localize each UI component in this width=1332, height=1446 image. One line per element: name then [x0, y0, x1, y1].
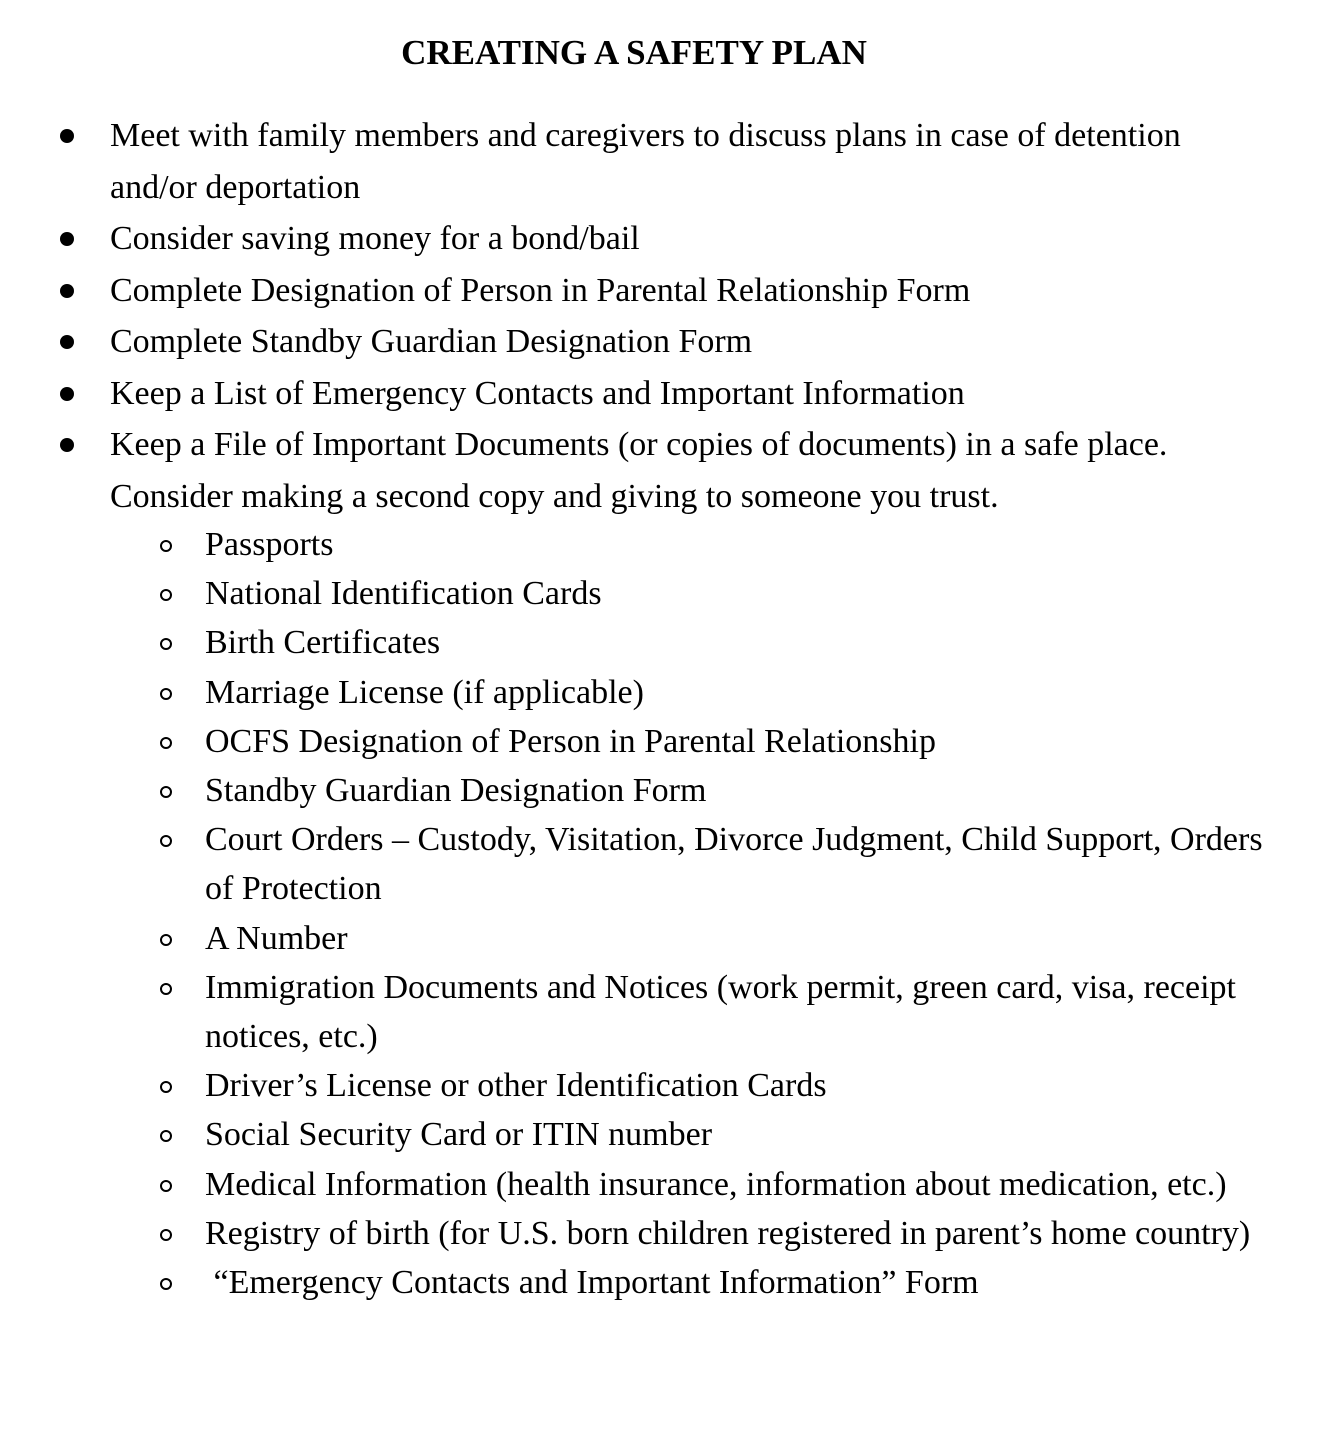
bullet-circle-icon [160, 540, 172, 552]
sublist-item [0, 1209, 1265, 1258]
bullet-circle-icon [160, 835, 172, 847]
bullet-circle-icon [160, 688, 172, 700]
list-item-text: Keep a List of Emergency Contacts and Important Information [110, 374, 965, 412]
bullet-circle-icon [160, 983, 172, 995]
bullet-circle-icon [160, 1278, 172, 1290]
bullet-dot-icon [60, 387, 74, 401]
sublist-item-text: “Emergency Contacts and Important Information” Form [205, 1264, 979, 1302]
sublist-item-text: Immigration Documents and Notices (work permit, green card, visa, receipt notices, etc.) [205, 968, 1236, 1056]
list-item [0, 316, 1200, 368]
bullet-circle-icon [160, 1229, 172, 1241]
bullet-circle-icon [160, 638, 172, 650]
sublist-item-text: Registry of birth (for U.S. born children registered in parent’s home country) [205, 1214, 1251, 1252]
bullet-dot-icon [60, 335, 74, 349]
sublist-item-text: Standby Guardian Designation Form [205, 772, 707, 810]
sublist-item [0, 963, 1265, 1061]
sublist-item-text: Birth Certificates [205, 624, 441, 662]
sublist-item [0, 815, 1265, 913]
bullet-circle-icon [160, 1130, 172, 1142]
bullet-circle-icon [160, 786, 172, 798]
list-item [0, 265, 1200, 317]
sublist-item-text: A Number [205, 919, 348, 957]
list-item-text: Meet with family members and caregivers to discuss plans in case of detention and/or deportation [110, 117, 1181, 206]
bullet-circle-icon [160, 1180, 172, 1192]
sublist-item-text: Medical Information (health insurance, information about medication, etc.) [205, 1165, 1227, 1203]
safety-plan-list [0, 110, 1290, 1307]
sublist-item [0, 1110, 1265, 1159]
list-item-text: Consider saving money for a bond/bail [110, 220, 640, 257]
list-item [0, 213, 1200, 265]
sublist-item-text: National Identification Cards [205, 575, 602, 613]
sublist-item-text: Marriage License (if applicable) [205, 673, 644, 711]
sublist-item-text: Court Orders – Custody, Visitation, Divorce Judgment, Child Support, Orders of Protection [205, 821, 1263, 908]
bullet-dot-icon [60, 438, 74, 452]
list-item-text: Complete Designation of Person in Parental Relationship Form [110, 271, 971, 309]
sublist-item [0, 1160, 1265, 1209]
sublist-item [0, 766, 1265, 815]
sublist-item-text: Driver’s License or other Identification Cards [205, 1067, 827, 1105]
sublist-item [0, 569, 1265, 618]
bullet-dot-icon [60, 129, 74, 143]
list-item [0, 110, 1200, 213]
sublist-item [0, 717, 1265, 766]
bullet-circle-icon [160, 737, 172, 749]
sublist-item [0, 1258, 1265, 1307]
list-item-text: Keep a File of Important Documents (or copies of documents) in a safe place. Consider making a second copy and giving to someone you trust. [110, 426, 1168, 515]
list-item [0, 368, 1200, 420]
bullet-circle-icon [160, 589, 172, 601]
list-item-text: Complete Standby Guardian Designation Form [110, 323, 753, 360]
bullet-circle-icon [160, 934, 172, 946]
list-item [0, 419, 1263, 1307]
sublist-item [0, 668, 1265, 717]
sublist-item-text: Social Security Card or ITIN number [205, 1116, 713, 1154]
sublist-item [0, 520, 1265, 569]
bullet-dot-icon [60, 232, 74, 246]
bullet-circle-icon [160, 1081, 172, 1093]
page-title: CREATING A SAFETY PLAN [401, 33, 867, 72]
documents-sublist [0, 520, 1263, 1307]
sublist-item [0, 914, 1265, 963]
sublist-item [0, 618, 1265, 667]
bullet-dot-icon [60, 284, 74, 298]
sublist-item [0, 1061, 1265, 1110]
sublist-item-text: OCFS Designation of Person in Parental Relationship [205, 722, 936, 760]
sublist-item-text: Passports [205, 526, 334, 563]
